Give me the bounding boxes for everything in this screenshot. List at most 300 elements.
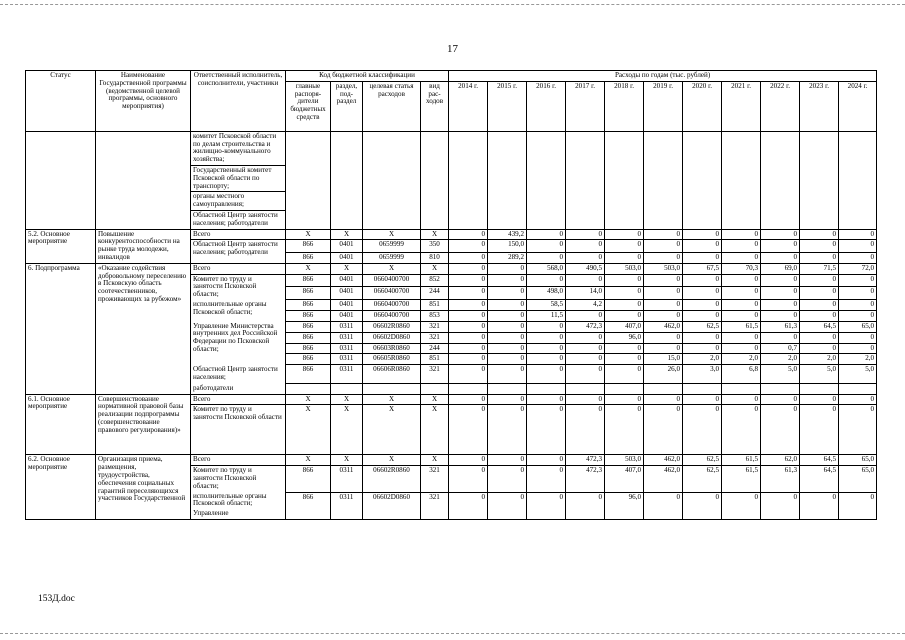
scan-edge-top: [0, 4, 905, 5]
kbk-cell: 0401: [331, 240, 363, 253]
kbk-cell: 06602R0860: [363, 466, 421, 493]
amount-cell: 0: [527, 493, 566, 520]
kbk-cell: 0659999: [363, 252, 421, 263]
table-row: [26, 455, 877, 466]
amount-cell: 14,0: [566, 287, 605, 300]
header-executor: Ответственный исполнитель, соисполнители, участники: [191, 71, 286, 132]
amount-cell: 0: [527, 405, 566, 455]
amount-cell: 0: [488, 287, 527, 300]
amount-cell: 0: [839, 287, 877, 300]
amount-cell: 2,0: [800, 354, 839, 365]
header-year: 2023 г.: [800, 81, 839, 131]
kbk-cell: X: [421, 455, 449, 466]
amount-cell: 5,0: [839, 365, 877, 384]
kbk-cell: 866: [286, 466, 331, 493]
kbk-cell: X: [331, 405, 363, 455]
amount-cell: 0: [488, 300, 527, 311]
amount-cell: 58,5: [527, 300, 566, 311]
amount-cell: 71,5: [800, 263, 839, 274]
amount-cell: 0: [800, 252, 839, 263]
kbk-cell: 321: [421, 466, 449, 493]
amount-cell: 0: [449, 493, 488, 520]
kbk-cell: 0401: [331, 252, 363, 263]
amount-cell: 0: [839, 240, 877, 253]
amount-cell: 0: [800, 405, 839, 455]
amount-cell: 61,5: [722, 322, 761, 333]
budget-table: [25, 70, 877, 520]
amount-cell: 0: [761, 311, 800, 322]
amount-cell: 0: [449, 300, 488, 311]
amount-cell: 0: [722, 287, 761, 300]
kbk-cell: 321: [421, 322, 449, 333]
amount-cell: 0: [449, 274, 488, 287]
header-status: Статус: [26, 71, 96, 132]
amount-cell: 0: [722, 311, 761, 322]
header-expenses: Расходы по годам (тыс. рублей): [449, 71, 877, 82]
amount-cell: 0: [566, 240, 605, 253]
kbk-cell: X: [363, 394, 421, 405]
amount-cell: 0: [488, 466, 527, 493]
kbk-cell: X: [363, 229, 421, 240]
amount-cell: 0,7: [761, 343, 800, 354]
amount-cell: 472,3: [566, 322, 605, 333]
status-cell: 6.2. Основное мероприятие: [26, 455, 96, 520]
amount-cell: 0: [644, 252, 683, 263]
amount-cell: 0: [449, 466, 488, 493]
amount-cell: 0: [527, 322, 566, 333]
kbk-cell: 851: [421, 300, 449, 311]
amount-cell: 0: [488, 405, 527, 455]
amount-cell: 64,5: [800, 466, 839, 493]
amount-cell: 0: [683, 343, 722, 354]
amount-cell: 0: [527, 455, 566, 466]
amount-cell: 0: [800, 300, 839, 311]
amount-cell: 0: [488, 493, 527, 520]
amount-cell: 0: [644, 405, 683, 455]
amount-cell: 462,0: [644, 466, 683, 493]
amount-cell: 67,5: [683, 263, 722, 274]
amount-cell: 0: [488, 394, 527, 405]
amount-cell: 15,0: [644, 354, 683, 365]
amount-cell: 62,5: [683, 466, 722, 493]
amount-cell: 0: [839, 343, 877, 354]
amount-cell: 472,3: [566, 455, 605, 466]
kbk-cell: 866: [286, 252, 331, 263]
amount-cell: 0: [566, 311, 605, 322]
amount-cell: 0: [761, 252, 800, 263]
amount-cell: 0: [527, 229, 566, 240]
amount-cell: 0: [683, 300, 722, 311]
amount-cell: 0: [488, 455, 527, 466]
amount-cell: 0: [644, 332, 683, 343]
kbk-cell: 866: [286, 354, 331, 365]
kbk-cell: 0311: [331, 354, 363, 365]
kbk-cell: X: [331, 229, 363, 240]
kbk-cell: X: [286, 229, 331, 240]
amount-cell: 0: [527, 240, 566, 253]
amount-cell: 0: [683, 332, 722, 343]
kbk-cell: 0311: [331, 493, 363, 520]
amount-cell: 0: [644, 493, 683, 520]
amount-cell: 0: [566, 229, 605, 240]
amount-cell: 0: [605, 240, 644, 253]
amount-cell: 0: [839, 493, 877, 520]
kbk-cell: 0401: [331, 274, 363, 287]
amount-cell: 0: [605, 300, 644, 311]
amount-cell: 503,0: [605, 455, 644, 466]
amount-cell: 96,0: [605, 332, 644, 343]
header-year: 2015 г.: [488, 81, 527, 131]
amount-cell: 0: [839, 311, 877, 322]
amount-cell: 4,2: [566, 300, 605, 311]
amount-cell: 0: [449, 332, 488, 343]
amount-cell: 0: [449, 252, 488, 263]
amount-cell: 62,0: [761, 455, 800, 466]
kbk-cell: 852: [421, 274, 449, 287]
header-grbs: главные распоря-дители бюджетных средств: [286, 81, 331, 131]
kbk-cell: 0660400700: [363, 274, 421, 287]
amount-cell: 0: [722, 274, 761, 287]
kbk-cell: X: [331, 263, 363, 274]
kbk-cell: 0660400700: [363, 311, 421, 322]
amount-cell: 0: [839, 394, 877, 405]
amount-cell: 568,0: [527, 263, 566, 274]
kbk-cell: 866: [286, 274, 331, 287]
kbk-cell: 06602D0860: [363, 332, 421, 343]
amount-cell: 62,5: [683, 455, 722, 466]
amount-cell: 0: [527, 365, 566, 384]
kbk-cell: 866: [286, 365, 331, 384]
kbk-cell: X: [421, 229, 449, 240]
amount-cell: 0: [683, 311, 722, 322]
amount-cell: 0: [605, 343, 644, 354]
amount-cell: 0: [644, 229, 683, 240]
amount-cell: 0: [800, 287, 839, 300]
kbk-cell: X: [421, 405, 449, 455]
executor-line: исполнительные органы Псковской области;: [193, 491, 267, 508]
amount-cell: 0: [683, 274, 722, 287]
kbk-cell: X: [421, 394, 449, 405]
header-year: 2018 г.: [605, 81, 644, 131]
amount-cell: 5,0: [800, 365, 839, 384]
page-number: 17: [447, 43, 458, 55]
executor-line: Областной Центр занятости населения; работодатели: [193, 210, 278, 227]
executor-cell: работодатели: [191, 384, 286, 394]
amount-cell: 0: [800, 394, 839, 405]
kbk-cell: 0660400700: [363, 287, 421, 300]
name-cell: Организация приема, размещения, трудоустройства, обеспечения социальных гарантий переселяющихся участников Государственной: [96, 455, 191, 520]
amount-cell: 61,5: [722, 466, 761, 493]
executor-cell: Всего: [191, 263, 286, 274]
table-row: [26, 229, 877, 240]
kbk-cell: X: [286, 405, 331, 455]
continuation-row: [26, 131, 877, 229]
amount-cell: 0: [722, 394, 761, 405]
amount-cell: 0: [761, 493, 800, 520]
amount-cell: 0: [449, 322, 488, 333]
executor-line: органы местного самоуправления;: [191, 192, 285, 211]
kbk-cell: 851: [421, 354, 449, 365]
amount-cell: 0: [722, 300, 761, 311]
amount-cell: 0: [449, 343, 488, 354]
amount-cell: 0: [839, 300, 877, 311]
kbk-cell: 866: [286, 300, 331, 311]
kbk-cell: 866: [286, 287, 331, 300]
executor-cell: исполнительные органы Псковской области;: [191, 300, 286, 322]
amount-cell: 0: [683, 493, 722, 520]
amount-cell: 0: [566, 493, 605, 520]
amount-cell: 498,0: [527, 287, 566, 300]
executor-cell: Комитет по труду и занятости Псковской области;: [191, 274, 286, 300]
amount-cell: 0: [722, 240, 761, 253]
kbk-cell: 06602D0860: [363, 493, 421, 520]
amount-cell: 0: [449, 311, 488, 322]
amount-cell: 0: [449, 354, 488, 365]
kbk-cell: 0311: [331, 332, 363, 343]
amount-cell: 150,0: [488, 240, 527, 253]
executor-line: комитет Псковской области по делам строительства и жилищно-коммунального хозяйства;: [191, 132, 285, 166]
amount-cell: 0: [488, 365, 527, 384]
table-header: [26, 71, 877, 132]
amount-cell: 26,0: [644, 365, 683, 384]
amount-cell: 6,8: [722, 365, 761, 384]
amount-cell: 61,3: [761, 322, 800, 333]
amount-cell: 0: [722, 343, 761, 354]
kbk-cell: X: [363, 263, 421, 274]
amount-cell: 0: [488, 311, 527, 322]
name-cell: Повышение конкурентоспособности на рынке труда молодежи, инвалидов: [96, 229, 191, 263]
amount-cell: 0: [488, 263, 527, 274]
kbk-cell: X: [286, 455, 331, 466]
amount-cell: 462,0: [644, 322, 683, 333]
executor-cell: Комитет по труду и занятости Псковской области: [191, 405, 286, 455]
amount-cell: 0: [800, 274, 839, 287]
header-rz: раздел, под-раздел: [331, 81, 363, 131]
amount-cell: 503,0: [605, 263, 644, 274]
amount-cell: 0: [644, 240, 683, 253]
amount-cell: 0: [527, 252, 566, 263]
amount-cell: 407,0: [605, 322, 644, 333]
amount-cell: 0: [605, 274, 644, 287]
amount-cell: 0: [800, 332, 839, 343]
amount-cell: 2,0: [722, 354, 761, 365]
amount-cell: 72,0: [839, 263, 877, 274]
kbk-cell: 0311: [331, 343, 363, 354]
amount-cell: 0: [644, 287, 683, 300]
amount-cell: 0: [761, 287, 800, 300]
kbk-cell: 0660400700: [363, 300, 421, 311]
amount-cell: 0: [722, 252, 761, 263]
scan-edge-bottom: [0, 633, 905, 634]
name-cell: Совершенствование нормативной правовой базы реализации подпрограммы (совершенствование правового регулирования)»: [96, 394, 191, 455]
amount-cell: 0: [761, 274, 800, 287]
amount-cell: 0: [488, 354, 527, 365]
amount-cell: 0: [761, 405, 800, 455]
executor-cell: Областной Центр занятости населения; работодатели: [191, 240, 286, 263]
kbk-cell: 866: [286, 332, 331, 343]
amount-cell: 0: [644, 394, 683, 405]
amount-cell: 0: [488, 322, 527, 333]
executor-cell: Управление Министерства внутренних дел Российской Федерации по Псковской области;: [191, 322, 286, 365]
amount-cell: 0: [449, 287, 488, 300]
amount-cell: 0: [800, 343, 839, 354]
amount-cell: 0: [449, 455, 488, 466]
kbk-cell: 06603R0860: [363, 343, 421, 354]
kbk-cell: 0311: [331, 365, 363, 384]
status-cell: 6.1. Основное мероприятие: [26, 394, 96, 455]
amount-cell: 2,0: [761, 354, 800, 365]
amount-cell: 2,0: [683, 354, 722, 365]
name-cell: «Оказание содействия добровольному переселению в Псковскую область соотечественников, проживающих за рубежом»: [96, 263, 191, 394]
amount-cell: 11,5: [527, 311, 566, 322]
header-year: 2016 г.: [527, 81, 566, 131]
amount-cell: 0: [605, 405, 644, 455]
amount-cell: 0: [605, 287, 644, 300]
amount-cell: 0: [605, 394, 644, 405]
kbk-cell: 06605R0860: [363, 354, 421, 365]
kbk-cell: X: [363, 455, 421, 466]
kbk-cell: 866: [286, 343, 331, 354]
kbk-cell: 853: [421, 311, 449, 322]
amount-cell: 0: [605, 354, 644, 365]
executor-line: Комитет по труду и занятости Псковской области;: [193, 466, 257, 490]
kbk-cell: X: [421, 263, 449, 274]
amount-cell: 65,0: [839, 322, 877, 333]
header-kbk: Код бюджетной классификации: [286, 71, 449, 82]
table-row: [26, 263, 877, 274]
kbk-cell: 0401: [331, 287, 363, 300]
amount-cell: 3,0: [683, 365, 722, 384]
amount-cell: 0: [839, 274, 877, 287]
amount-cell: 5,0: [761, 365, 800, 384]
amount-cell: 0: [527, 274, 566, 287]
amount-cell: 0: [488, 343, 527, 354]
kbk-cell: X: [331, 455, 363, 466]
amount-cell: 0: [527, 466, 566, 493]
kbk-cell: 321: [421, 365, 449, 384]
amount-cell: 70,3: [722, 263, 761, 274]
executor-cell: Областной Центр занятости населения;: [191, 365, 286, 384]
kbk-cell: 0401: [331, 300, 363, 311]
amount-cell: 0: [527, 332, 566, 343]
kbk-cell: 350: [421, 240, 449, 253]
amount-cell: 0: [761, 332, 800, 343]
amount-cell: 0: [449, 405, 488, 455]
amount-cell: 0: [683, 394, 722, 405]
amount-cell: 0: [527, 343, 566, 354]
amount-cell: 0: [488, 332, 527, 343]
kbk-cell: X: [286, 394, 331, 405]
amount-cell: 0: [449, 263, 488, 274]
amount-cell: 0: [761, 229, 800, 240]
amount-cell: 439,2: [488, 229, 527, 240]
header-year: 2014 г.: [449, 81, 488, 131]
kbk-cell: 0311: [331, 322, 363, 333]
amount-cell: 65,0: [839, 455, 877, 466]
amount-cell: 0: [722, 332, 761, 343]
amount-cell: 61,5: [722, 455, 761, 466]
amount-cell: 0: [800, 493, 839, 520]
amount-cell: 0: [644, 311, 683, 322]
amount-cell: 64,5: [800, 322, 839, 333]
amount-cell: 0: [566, 365, 605, 384]
kbk-cell: 866: [286, 311, 331, 322]
amount-cell: 0: [800, 311, 839, 322]
kbk-cell: 244: [421, 287, 449, 300]
kbk-cell: X: [363, 405, 421, 455]
amount-cell: 0: [683, 252, 722, 263]
kbk-cell: 244: [421, 343, 449, 354]
amount-cell: 503,0: [644, 263, 683, 274]
header-year: 2020 г.: [683, 81, 722, 131]
amount-cell: 0: [527, 354, 566, 365]
amount-cell: 0: [839, 405, 877, 455]
amount-cell: 0: [761, 240, 800, 253]
kbk-cell: 06602R0860: [363, 322, 421, 333]
kbk-cell: 0401: [331, 311, 363, 322]
amount-cell: 0: [566, 332, 605, 343]
amount-cell: 0: [566, 405, 605, 455]
kbk-cell: 0659999: [363, 240, 421, 253]
table-row: [26, 394, 877, 405]
amount-cell: 0: [683, 405, 722, 455]
executor-line: Государственный комитет Псковской области по транспорту;: [191, 166, 285, 192]
amount-cell: 0: [449, 229, 488, 240]
kbk-cell: 06606R0860: [363, 365, 421, 384]
amount-cell: 0: [566, 252, 605, 263]
amount-cell: 61,3: [761, 466, 800, 493]
amount-cell: 289,2: [488, 252, 527, 263]
amount-cell: 0: [449, 394, 488, 405]
header-year: 2022 г.: [761, 81, 800, 131]
kbk-cell: 866: [286, 240, 331, 253]
header-year: 2021 г.: [722, 81, 761, 131]
header-year: 2024 г.: [839, 81, 877, 131]
amount-cell: 490,5: [566, 263, 605, 274]
amount-cell: 0: [644, 300, 683, 311]
status-cell: 6. Подпрограмма: [26, 263, 96, 394]
kbk-cell: 810: [421, 252, 449, 263]
header-name: Наименование Государственной программы (ведомственной целевой программы, основного мероприятия): [96, 71, 191, 132]
amount-cell: 0: [644, 274, 683, 287]
amount-cell: 0: [722, 405, 761, 455]
amount-cell: 407,0: [605, 466, 644, 493]
amount-cell: 0: [839, 252, 877, 263]
amount-cell: 0: [683, 287, 722, 300]
kbk-cell: 0311: [331, 466, 363, 493]
header-year: 2017 г.: [566, 81, 605, 131]
amount-cell: 69,0: [761, 263, 800, 274]
amount-cell: 0: [800, 240, 839, 253]
amount-cell: 0: [839, 229, 877, 240]
amount-cell: 0: [722, 229, 761, 240]
executor-cell: Всего: [191, 394, 286, 405]
amount-cell: 0: [566, 394, 605, 405]
amount-cell: 0: [488, 274, 527, 287]
amount-cell: 2,0: [839, 354, 877, 365]
kbk-cell: 321: [421, 493, 449, 520]
kbk-cell: X: [331, 394, 363, 405]
amount-cell: 0: [605, 229, 644, 240]
document-footer: 153Д.doc: [38, 594, 75, 604]
amount-cell: 0: [605, 365, 644, 384]
amount-cell: 0: [605, 252, 644, 263]
amount-cell: 65,0: [839, 466, 877, 493]
amount-cell: 0: [566, 274, 605, 287]
amount-cell: 0: [605, 311, 644, 322]
amount-cell: 0: [839, 332, 877, 343]
amount-cell: 62,5: [683, 322, 722, 333]
